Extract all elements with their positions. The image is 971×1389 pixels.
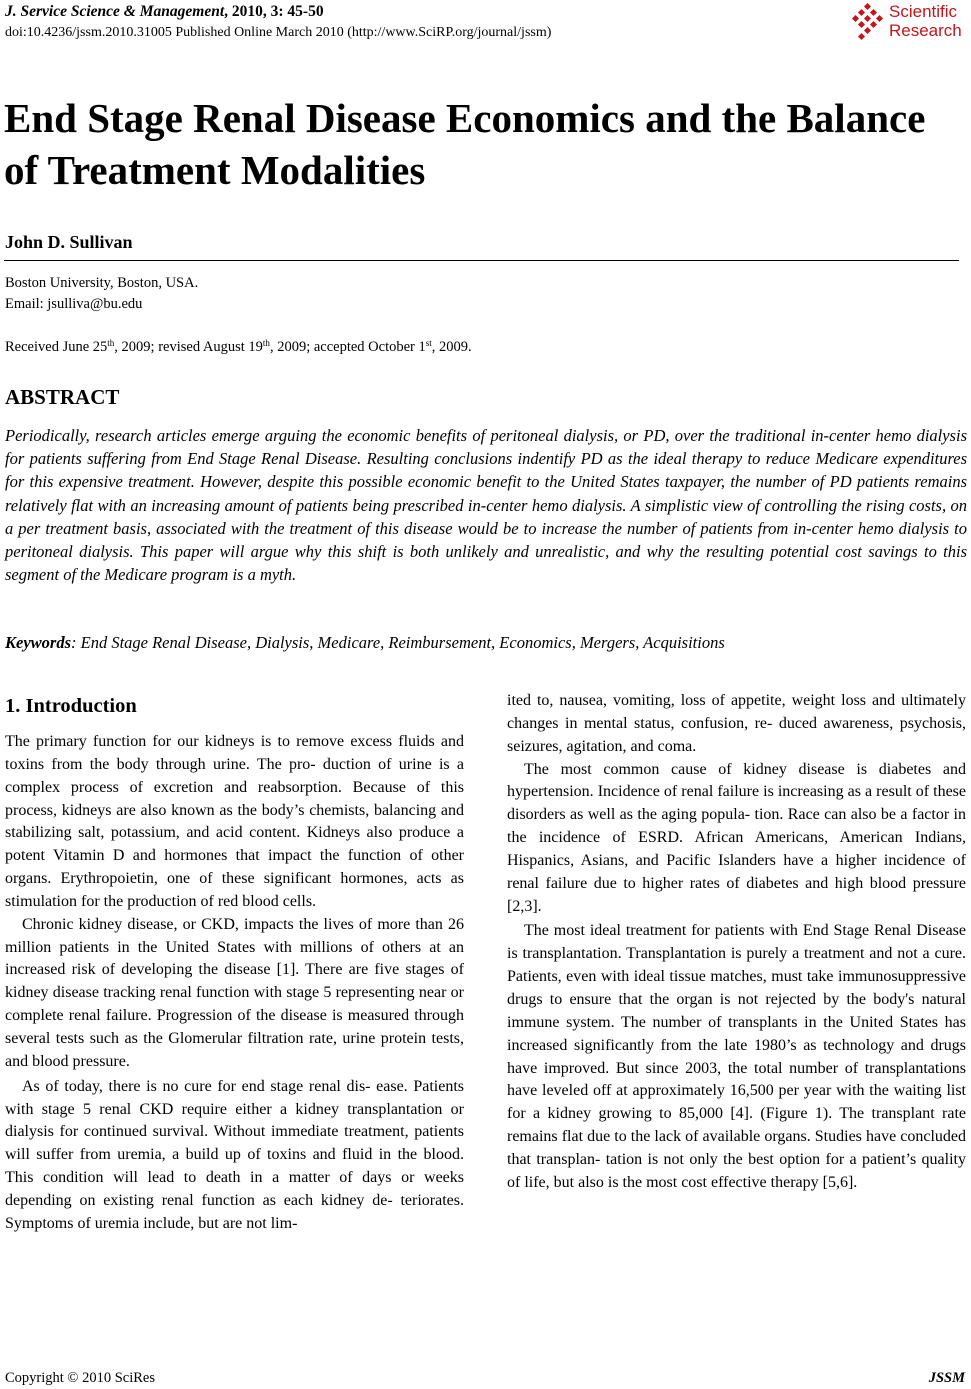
paragraph: The most ideal treatment for patients with End Stage Renal Disease is transplantation. Transplantation is purely a treatment and not a cure. Patients, even with ideal tissue matches, must take immunosuppressive drugs to ensure that the organ is not rejected by the body's natural immune system. The number of transplants in the United States has increased significantly from the late 1980’s as technology and drugs have improved. But since 2003, the total number of transplantations have leveled off at approximately 16,500 per year with the waiting list for a kidney growing to 85,000 [4]. (Figure 1). The transplant rate remains flat due to the lack of available organs. Studies have concluded that transplan- tation is not only the best option for a patient’s quality of life, but also is the most cost effective therapy [5,6]. (507, 922, 966, 1191)
dates-suffix: , 2009. (431, 339, 472, 355)
abstract-text: Periodically, research articles emerge arguing the economic benefits of peritoneal dialysis, or PD, over the traditional in-center hemo dialysis for patients suffering from End Stage Renal Disease. Resulting conclusions indentify PD as the ideal therapy to reduce Medicare expenditures for this expensive treatment. However, despite this possible economic benefit to the United States taxpayer, the number of PD patients remains relatively flat with an increasing amount of patients being prescribed in-center hemo dialysis. A simplistic view of controlling the rising costs, on a per treatment basis, associated with the treatment of this disease would be to increase the number of patients from in-center hemo dialysis to peritoneal dialysis. This paper will argue why this shift is both unlikely and unrealistic, and why the resulting potential cost savings to this segment of the Medicare program is a myth. (5, 426, 967, 585)
logo-wordmark (889, 2, 962, 40)
article-dates (5, 337, 472, 357)
keywords-list: : End Stage Renal Disease, Dialysis, Medicare, Reimbursement, Economics, Mergers, Acquisitions (71, 633, 725, 652)
journal-name: J. Service Science & Management (5, 3, 225, 20)
revised-date: , 2009; revised August 19 (114, 339, 263, 355)
revised-sup: th (262, 338, 270, 348)
accepted-sup: st (425, 338, 432, 348)
paragraph: The most common cause of kidney disease is diabetes and hypertension. Incidence of renal failure is increasing as a result of these disorders as well as the aging popula- tion. Race can also be a factor in the incidence of ESRD. African Americans, American Indians, Hispanics, Asians, and Pacific Islanders have a higher incidence of renal failure due to higher rates of diabetes and high blood pressure [2,3]. (507, 760, 966, 915)
author-affiliation-block (5, 273, 198, 315)
copyright-notice: Copyright © 2010 SciRes (5, 1370, 155, 1386)
received-date: Received June 25 (5, 339, 108, 355)
author-name: John D. Sullivan (5, 232, 133, 252)
left-column (5, 731, 464, 1236)
paragraph: Chronic kidney disease, or CKD, impacts the lives of more than 26 million patients in the United States with millions of others at an increased risk of developing the disease [1]. There are five stages of kidney disease tracking renal function with stage 5 representing near or complete renal failure. Progression of the disease is measured through several tests such as the Glomerular filtration rate, urine protein tests, and blood pressure. (5, 915, 464, 1070)
journal-abbreviation: JSSM (928, 1370, 965, 1386)
publisher-logo (848, 2, 970, 48)
received-sup: th (107, 338, 115, 348)
right-column (507, 690, 966, 1195)
logo-diamond-icon (848, 3, 886, 43)
title-divider (4, 260, 959, 261)
author-email: Email: jsulliva@bu.edu (5, 296, 143, 312)
doi-line: doi:10.4236/jssm.2010.31005 Published Online March 2010 (http://www.SciRP.org/journal/jssm) (5, 25, 552, 40)
paragraph: The primary function for our kidneys is to remove excess fluids and toxins from the body through urine. The pro- duction of urine is a complex process of excretion and reabsorption. Because of this process, kidneys are also known as the body’s chemists, balancing and stabilizing salt, potassium, and acid content. Kidneys also produce a potent Vitamin D and hormones that impact the function of other organs. Erythropoietin, one of these significant hormones, acts as stimulation for the production of red blood cells. (5, 733, 464, 910)
accepted-date: , 2009; accepted October 1 (269, 339, 426, 355)
keywords-label: Keywords (5, 633, 71, 652)
logo-line-2: Research (889, 21, 962, 40)
logo-line-1: Scientific (889, 2, 958, 21)
paragraph: ited to, nausea, vomiting, loss of appetite, weight loss and ultimately changes in mental status, confusion, re- duced awareness, psychosis, seizures, agitation, and coma. (507, 692, 966, 755)
abstract-heading: ABSTRACT (5, 385, 120, 409)
affiliation: Boston University, Boston, USA. (5, 275, 199, 291)
paragraph: As of today, there is no cure for end stage renal dis- ease. Patients with stage 5 renal CKD require either a kidney transplantation or dialysis for continued survival. Without immediate treatment, patients will suffer from uremia, a build up of toxins and fluid in the blood. This condition will lead to death in a matter of days or weeks depending on existing renal function as each kidney de- teriorates. Symptoms of uremia include, but are not lim- (5, 1077, 464, 1232)
section-heading: 1. Introduction (5, 695, 137, 717)
keywords-line (5, 632, 725, 654)
journal-citation (5, 2, 324, 22)
journal-volume-pages: , 2010, 3: 45-50 (224, 3, 324, 20)
paper-title: End Stage Renal Disease Economics and the Balance of Treatment Modalities (4, 95, 926, 193)
